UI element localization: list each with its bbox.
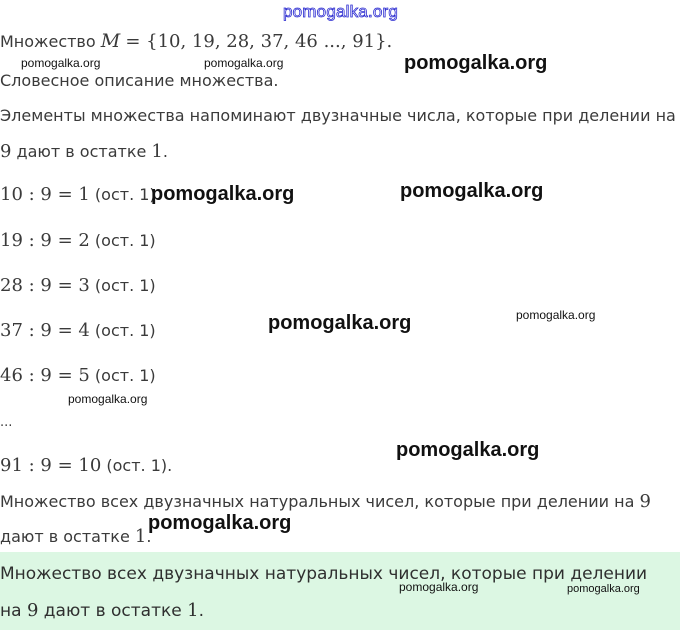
division-row bbox=[0, 276, 156, 296]
description-remainder: 1 bbox=[151, 141, 163, 162]
division-expression: 37 : 9 = 4 bbox=[0, 320, 90, 341]
answer-line-1: Множество всех двузначных натуральных чисел, которые при делении bbox=[0, 564, 648, 584]
watermark: pomogalka.org bbox=[567, 583, 640, 595]
summary-line-2 bbox=[0, 527, 151, 547]
watermark: pomogalka.org bbox=[21, 56, 101, 70]
description-line-2 bbox=[0, 142, 168, 162]
division-note: (ост. 1) bbox=[89, 321, 156, 340]
set-variable: M bbox=[100, 30, 121, 52]
division-note: (ост. 1). bbox=[101, 456, 173, 475]
division-row bbox=[0, 321, 156, 341]
summary-text: дают в остатке bbox=[0, 527, 135, 546]
watermark-top: pomogalka.org bbox=[283, 2, 399, 21]
division-note: (ост. 1) bbox=[89, 366, 156, 385]
division-note: (ост. 1) bbox=[89, 231, 156, 250]
watermark: pomogalka.org bbox=[151, 183, 295, 205]
answer-period: . bbox=[198, 601, 204, 621]
division-note: (ост. 1) bbox=[89, 185, 156, 204]
watermark: pomogalka.org bbox=[399, 580, 479, 594]
verbal-heading: Словесное описание множества. bbox=[0, 71, 279, 90]
answer-divisor: 9 bbox=[26, 600, 39, 621]
division-expression: 19 : 9 = 2 bbox=[0, 230, 90, 251]
watermark: pomogalka.org bbox=[400, 180, 544, 202]
division-expression: 91 : 9 = 10 bbox=[0, 455, 102, 476]
answer-text: дают в остатке bbox=[38, 601, 188, 621]
set-label: Множество bbox=[0, 32, 96, 51]
division-row bbox=[0, 185, 156, 205]
watermark: pomogalka.org bbox=[268, 312, 412, 334]
division-row bbox=[0, 366, 156, 386]
summary-text: Множество всех двузначных натуральных чисел, которые при делении на bbox=[0, 492, 640, 511]
division-row-last bbox=[0, 456, 172, 476]
answer-text: на bbox=[0, 601, 27, 621]
set-definition bbox=[0, 31, 392, 52]
ellipsis: ... bbox=[0, 415, 13, 430]
description-text: дают в остатке bbox=[11, 142, 152, 161]
watermark: pomogalka.org bbox=[148, 512, 292, 534]
watermark: pomogalka.org bbox=[516, 308, 596, 322]
set-expression: = {10, 19, 28, 37, 46 ..., 91}. bbox=[125, 31, 393, 52]
summary-remainder: 1 bbox=[134, 526, 147, 547]
watermark: pomogalka.org bbox=[68, 392, 148, 406]
summary-period: . bbox=[146, 527, 152, 546]
division-expression: 46 : 9 = 5 bbox=[0, 365, 90, 386]
division-expression: 28 : 9 = 3 bbox=[0, 275, 90, 296]
division-note: (ост. 1) bbox=[89, 276, 156, 295]
summary-line-1 bbox=[0, 492, 651, 512]
description-divisor: 9 bbox=[0, 141, 12, 162]
description-line-1: Элементы множества напоминают двузначные числа, которые при делении на bbox=[0, 106, 676, 125]
division-expression: 10 : 9 = 1 bbox=[0, 184, 90, 205]
answer-remainder: 1 bbox=[187, 600, 199, 621]
watermark: pomogalka.org bbox=[396, 439, 540, 461]
description-period: . bbox=[162, 142, 168, 161]
summary-divisor: 9 bbox=[639, 491, 651, 512]
answer-line-2 bbox=[0, 600, 204, 621]
watermark: pomogalka.org bbox=[404, 52, 548, 74]
watermark: pomogalka.org bbox=[204, 56, 284, 70]
division-row bbox=[0, 231, 156, 251]
